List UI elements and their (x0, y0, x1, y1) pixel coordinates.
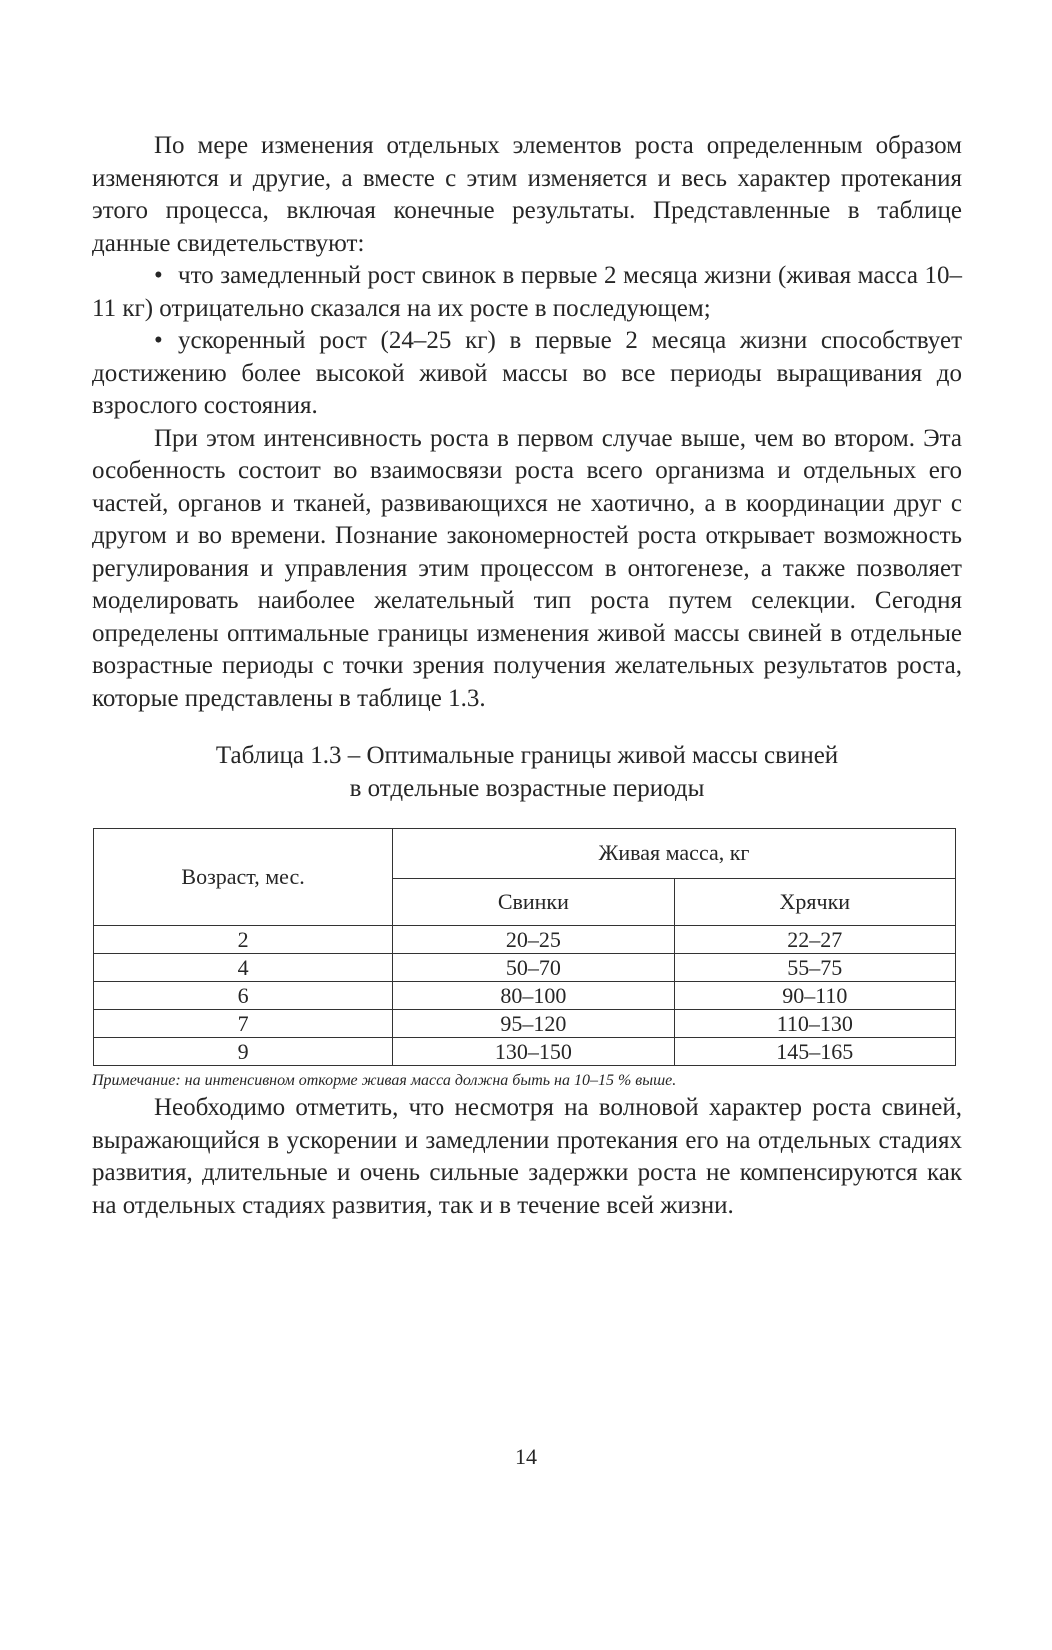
column-header-mass: Живая масса, кг (393, 829, 956, 879)
cell-boars: 90–110 (674, 982, 955, 1010)
cell-boars: 110–130 (674, 1010, 955, 1038)
table-row (94, 954, 956, 982)
column-header-gilts: Свинки (393, 878, 674, 926)
column-header-age: Возраст, мес. (94, 829, 393, 926)
weight-table (93, 828, 956, 1066)
cell-gilts: 80–100 (393, 982, 674, 1010)
cell-gilts: 20–25 (393, 926, 674, 954)
list-item (92, 325, 962, 423)
table-caption-line2: в отдельные возрастные периоды (349, 775, 705, 802)
cell-boars: 145–165 (674, 1038, 955, 1066)
table-row (94, 982, 956, 1010)
cell-gilts: 50–70 (393, 954, 674, 982)
findings-list (92, 260, 962, 423)
table-note: Примечание: на интенсивном откорме живая масса должна быть на 10–15 % выше. (92, 1072, 677, 1089)
body-paragraph: При этом интенсивность роста в первом случае выше, чем во втором. Эта особенность состоит во взаимосвязи роста всего организма и отдельных его частей, органов и тканей, развивающихся не хаотично, а в координации друг с другом и во времени. Познание закономерностей роста открывает возможность регулирования и управления этим процессом в онтогенезе, а также позволяет моделировать наиболее желательный тип роста путем селекции. Сегодня определены оптимальные границы изменения живой массы свиней в отдельные возрастные периоды с точки зрения получения желательных результатов роста, которые представлены в таблице 1.3. (92, 424, 962, 712)
cell-age: 7 (94, 1010, 393, 1038)
bullet-icon: • (154, 262, 163, 289)
cell-age: 2 (94, 926, 393, 954)
page-number: 14 (515, 1444, 537, 1469)
table-caption (92, 739, 962, 805)
cell-boars: 22–27 (674, 926, 955, 954)
cell-gilts: 130–150 (393, 1038, 674, 1066)
cell-boars: 55–75 (674, 954, 955, 982)
table-row (94, 926, 956, 954)
cell-age: 9 (94, 1038, 393, 1066)
list-item-text: что замедленный рост свинок в первые 2 месяца жизни (живая масса 10–11 кг) отрицательно сказался на их росте в последующем; (92, 262, 962, 322)
column-header-boars: Хрячки (674, 878, 955, 926)
table-row (94, 1038, 956, 1066)
list-item (92, 260, 962, 325)
table-caption-line1: Таблица 1.3 – Оптимальные границы живой массы свиней (215, 742, 839, 769)
bullet-icon: • (154, 327, 163, 354)
page-content (92, 130, 962, 1222)
final-paragraph: Необходимо отметить, что несмотря на волновой характер роста свиней, выражающийся в ускорении и замедлении протекания его на отдельных стадиях развития, длительные и очень сильные задержки роста не компенсируются как на отдельных стадиях развития, так и в течение всей жизни. (92, 1094, 962, 1219)
list-item-text: ускоренный рост (24–25 кг) в первые 2 месяца жизни способствует достижению более высокой живой массы во все периоды выращивания до взрослого состояния. (92, 327, 962, 419)
table-row (94, 1010, 956, 1038)
intro-paragraph: По мере изменения отдельных элементов роста определенным образом изменяются и другие, а вместе с этим изменяется и весь характер протекания этого процесса, включая конечные результаты. Представленные в таблице данные свидетельствуют: (92, 132, 962, 257)
cell-gilts: 95–120 (393, 1010, 674, 1038)
cell-age: 4 (94, 954, 393, 982)
cell-age: 6 (94, 982, 393, 1010)
